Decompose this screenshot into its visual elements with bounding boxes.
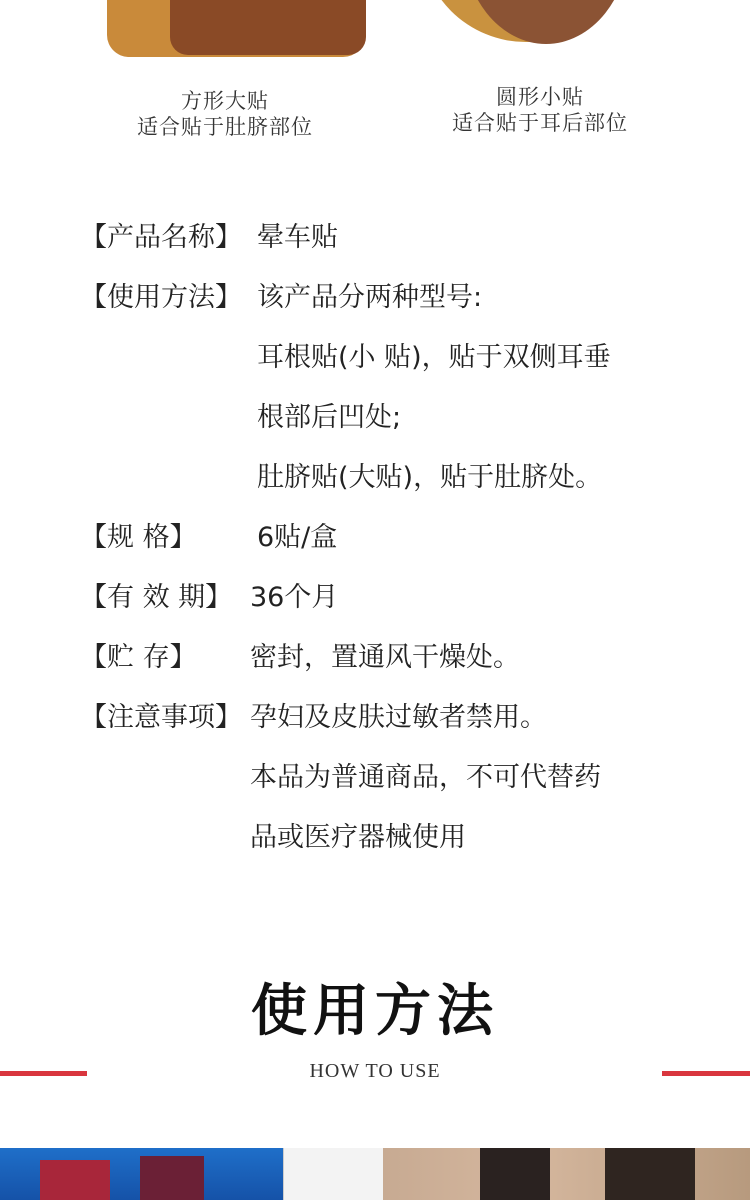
round-patch-caption (410, 84, 670, 136)
spec-value-product-name: 晕车贴 (257, 222, 338, 253)
spec-value-usage-line: 耳根贴(小 贴)，贴于双侧耳垂 (257, 342, 611, 373)
photo-detail (480, 1148, 550, 1200)
round-patch-name: 圆形小贴 (496, 85, 584, 109)
spec-value-size: 6贴/盒 (257, 522, 338, 553)
square-patch-image-overlay (170, 0, 366, 55)
square-patch-caption (95, 88, 355, 140)
spec-label-usage: 【使用方法】 (80, 282, 242, 313)
spec-value-expiry: 36个月 (250, 582, 339, 613)
packaging-graphic (40, 1160, 110, 1200)
spec-value-storage: 密封，置通风干燥处。 (250, 642, 520, 673)
section-title: 使用方法 (251, 979, 499, 1044)
spec-label-expiry: 【有 效 期】 (80, 582, 233, 613)
spec-value-usage-line: 该产品分两种型号: (257, 282, 483, 313)
spec-value-notes-line: 孕妇及皮肤过敏者禁用。 (250, 702, 547, 733)
spec-value-usage-line: 肚脐贴(大贴)，贴于肚脐处。 (257, 462, 603, 493)
spec-label-storage: 【贮 存】 (80, 642, 197, 673)
spec-value-notes-line: 品或医疗器械使用 (250, 822, 466, 853)
photo-detail (605, 1148, 695, 1200)
spec-label-product-name: 【产品名称】 (80, 222, 242, 253)
square-patch-desc: 适合贴于肚脐部位 (137, 115, 313, 139)
round-patch-desc: 适合贴于耳后部位 (452, 111, 628, 135)
spec-value-notes-line: 本品为普通商品，不可代替药 (250, 762, 601, 793)
square-patch-name: 方形大贴 (181, 89, 269, 113)
spec-label-notes: 【注意事项】 (80, 702, 242, 733)
spec-value-usage-line: 根部后凹处; (257, 402, 402, 433)
spec-label-size: 【规 格】 (80, 522, 197, 553)
packaging-graphic (140, 1156, 204, 1200)
usage-image-box (283, 1148, 385, 1200)
section-subtitle: HOW TO USE (309, 1060, 441, 1082)
